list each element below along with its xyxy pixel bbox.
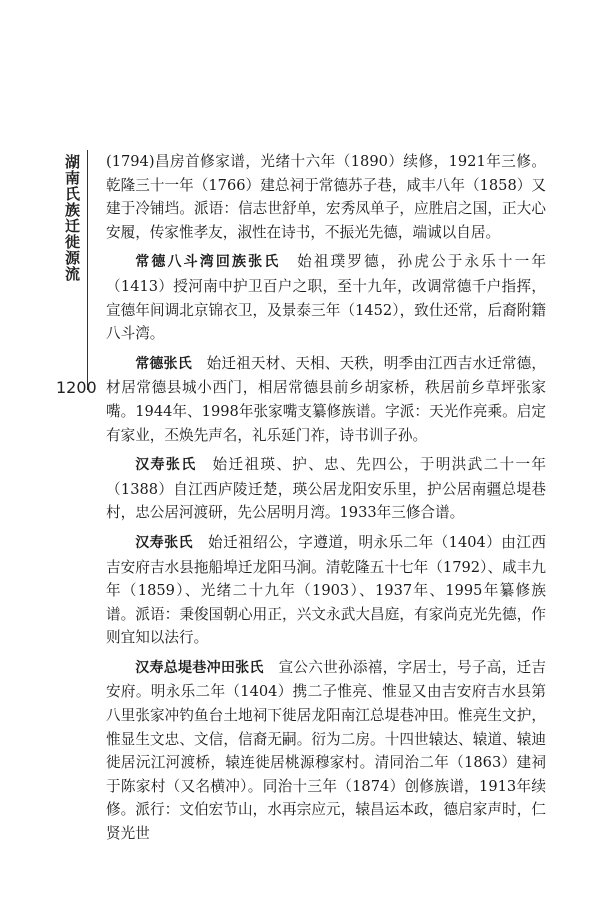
page-number: 1200 <box>56 378 97 397</box>
clan-text: 始迁祖瑛、护、忠、先四公，于明洪武二十一年（1388）自江西庐陵迁楚，瑛公居龙阳安乐里，护公居南疆总堤巷村，忠公居河渡研，先公居明月湾。1933年三修合谱。 <box>106 456 546 522</box>
clan-entry <box>106 250 546 345</box>
paragraph-continuation <box>106 150 546 244</box>
clan-entry <box>106 531 546 650</box>
body-text <box>106 150 546 852</box>
clan-text: 宣公六世孙添禧，字居士，号子高，迁吉安府。明永乐二年（1404）携二子惟亮、惟显又由吉安府吉水县第八里张家冲钓鱼台土地祠下徙居龙阳南江总堤巷冲田。惟亮生文护，惟显生文忠、文信，信裔无嗣。衍为二房。十四世辕达、辕道、辕迪徙居沅江河渡桥，辕连徙居桃源穆家村。清同治二年（1863）建祠于陈家村（又名横冲）。同治十三年（1874）创修族谱，1913年续修。派行：文伯宏节山，水再宗应元，辕昌运本政，德启家声时，仁贤光世 <box>106 658 546 843</box>
clan-heading: 常德八斗湾回族张氏 <box>135 254 281 271</box>
clan-heading: 汉寿张氏 <box>135 534 193 551</box>
margin-divider <box>87 150 88 390</box>
clan-text: 始迁祖绍公，字遵道，明永乐二年（1404）由江西吉安府吉水县拖船埠迁龙阳马涧。清乾隆五十七年（1792）、咸丰九年（1859）、光绪二十九年（1903）、1937年、1995年纂修族谱。派语：秉俊国朝心用正，兴文永武大昌庭，有家尚克光先德，作则宜知以法行。 <box>106 533 546 647</box>
clan-text: 始祖璞罗德，孙虎公于永乐十一年（1413）授河南中护卫百户之职，至十九年，改调常德千户指挥，宣德年间调北京锦衣卫，及景泰三年（1452），致仕还常，后裔附籍八斗湾。 <box>106 253 546 343</box>
clan-heading: 汉寿张氏 <box>135 457 197 474</box>
clan-heading: 汉寿总堤巷冲田张氏 <box>135 659 264 676</box>
clan-heading: 常德张氏 <box>135 355 192 372</box>
clan-entry <box>106 453 546 525</box>
clan-entry <box>106 656 546 846</box>
clan-text: 始迁祖天材、天相、天秩，明季由江西吉水迁常德，材居常德县城小西门，相居常德县前乡胡家桥，秩居前乡草坪张家嘴。1944年、1998年张家嘴支纂修族谱。字派：天光作亮乘。启定有家业，丕焕先声名，礼乐延门祚，诗书训子孙。 <box>106 354 546 444</box>
paragraph-text: (1794)昌房首修家谱，光绪十六年（1890）续修，1921年三修。乾隆三十一年（1766）建总祠于常德苏子巷，咸丰八年（1858）又建于冷铺垱。派语：信志世舒单，宏秀凤单子，应胜启之国，正大心安履，传家惟孝友，淑性在诗书，不振光先德，端诚以自居。 <box>106 153 546 241</box>
running-header-title: 湖南氏族迁徙源流 <box>63 154 81 282</box>
clan-entry <box>106 352 546 447</box>
